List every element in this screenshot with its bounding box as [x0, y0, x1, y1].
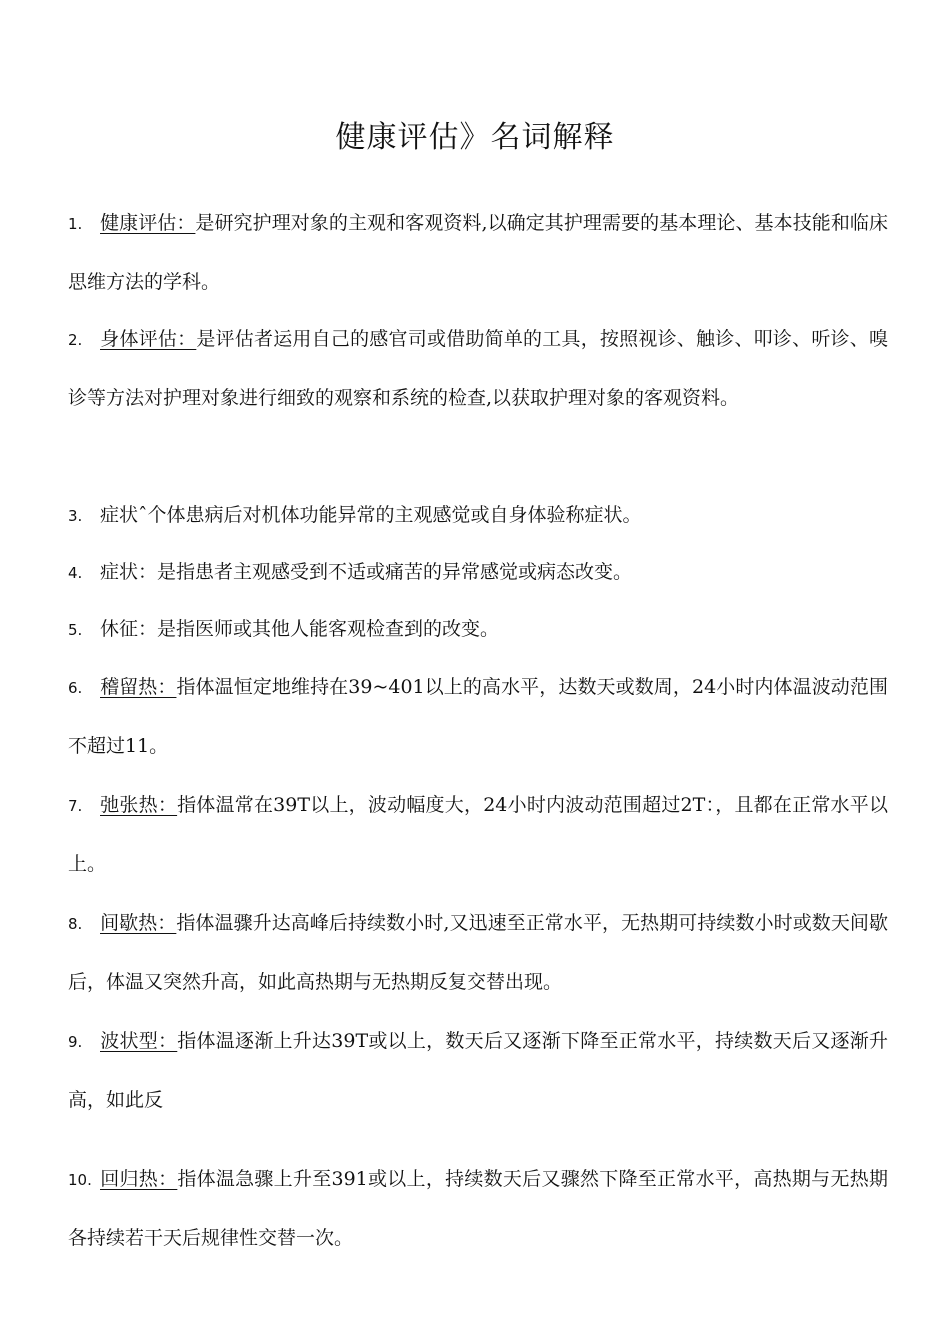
entry-text: 指体温逐渐上升达39T或以上，数天后又逐渐下降至正常水平，持续数天后又逐渐升高，如此反 — [68, 1030, 888, 1111]
entry-text: 症状：是指患者主观感受到不适或痛苦的异常感觉或病态改变。 — [100, 561, 633, 583]
entry-text: 症状ˆ个体患病后对机体功能异常的主观感觉或自身体验称症状。 — [100, 504, 642, 526]
entry-number: 3. — [68, 507, 83, 525]
entry-7 — [68, 776, 888, 893]
entry-text: 是研究护理对象的主观和客观资料,以确定其护理需要的基本理论、基本技能和临床思维方法的学科。 — [68, 212, 888, 293]
entry-number: 2. — [68, 331, 83, 349]
entry-3 — [68, 486, 888, 545]
entry-number: 7. — [68, 797, 83, 815]
entry-number: 6. — [68, 679, 83, 697]
entry-5 — [68, 600, 888, 659]
entry-term: 间歇热： — [100, 912, 177, 934]
page-title: 健康评估》名词解释 — [335, 120, 615, 155]
entry-number: 4. — [68, 564, 83, 582]
entry-term: 回归热： — [100, 1168, 178, 1190]
entry-number: 8. — [68, 915, 83, 933]
entry-number: 1. — [68, 215, 83, 233]
entry-1 — [68, 194, 888, 311]
entry-number: 10. — [68, 1171, 92, 1189]
entry-term: 健康评估： — [100, 212, 196, 234]
entry-text: 指体温恒定地维持在39~401以上的高水平，达数天或数周，24小时内体温波动范围不超过11。 — [68, 676, 888, 757]
entry-text: 指体温急骤上升至391或以上，持续数天后又骤然下降至正常水平，高热期与无热期各持续若干天后规律性交替一次。 — [68, 1168, 888, 1249]
entry-10 — [68, 1150, 888, 1267]
entry-6 — [68, 658, 888, 775]
entry-4 — [68, 543, 888, 602]
entry-number: 9. — [68, 1033, 83, 1051]
entry-text: 指体温骤升达高峰后持续数小时,又迅速至正常水平，无热期可持续数小时或数天间歇后，体温又突然升高，如此高热期与无热期反复交替出现。 — [68, 912, 888, 993]
entry-term: 稽留热： — [100, 676, 177, 698]
entry-8 — [68, 894, 888, 1011]
entry-2 — [68, 310, 888, 427]
entry-term: 波状型： — [100, 1030, 178, 1052]
entry-term: 身体评估： — [100, 328, 197, 350]
entry-text: 指体温常在39T以上，波动幅度大，24小时内波动范围超过2T：，且都在正常水平以上。 — [68, 794, 888, 875]
entry-text: 休征：是指医师或其他人能客观检查到的改变。 — [100, 618, 500, 640]
entry-term: 弛张热： — [100, 794, 178, 816]
entry-text: 是评估者运用自己的感官司或借助简单的工具，按照视诊、触诊、叩诊、听诊、嗅诊等方法对护理对象进行细致的观察和系统的检查,以获取护理对象的客观资料。 — [68, 328, 888, 409]
entry-number: 5. — [68, 621, 83, 639]
entry-9 — [68, 1012, 888, 1129]
